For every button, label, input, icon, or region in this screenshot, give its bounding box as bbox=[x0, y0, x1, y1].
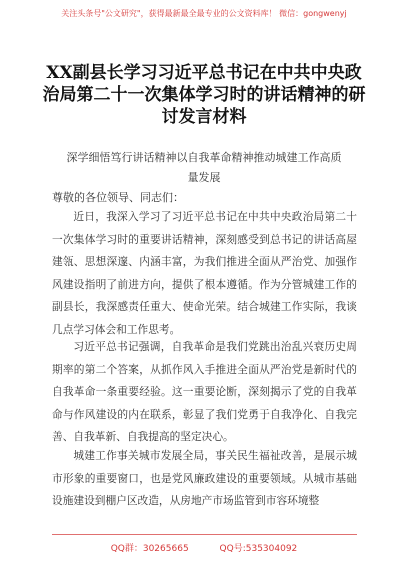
paragraph-1: 近日，我深入学习了习近平总书记在中共中央政治局第二十一次集体学习时的重要讲话精神，深刻感受到总书记的讲话高屋建瓴、思想深邃、内涵丰富，为我们推进全面从严治党、加强作风建设指明了前进方向，提供了根本遵循。作为分管城建工作的副县长，我深感责任重大、使命光荣。结合城建工作实际，我谈几点学习体会和工作思考。 bbox=[52, 210, 357, 336]
footer-qq-number: QQ号:535304092 bbox=[219, 544, 298, 554]
header-banner: 关注头条号"公文研究"，获得最新最全最专业的公文资料库！ 微信：gongwenyj bbox=[61, 9, 347, 18]
document-subtitle: 深学细悟笃行讲话精神以自我革命精神推动城建工作高质量发展 bbox=[66, 151, 342, 184]
paragraph-2: 习近平总书记强调，自我革命是我们党跳出治乱兴衰历史周期率的第二个答案，从抓作风入手推进全面从严治党是新时代的自我革命一条重要经验。这一重要论断，深刻揭示了党的自我革命与作风建设的内在联系，彰显了我们党勇于自我净化、自我完善、自我革新、自我提高的坚定决心。 bbox=[52, 340, 357, 443]
document-title: XX副县长学习习近平总书记在中共中央政治局第二十一次集体学习时的讲话精神的研讨发言材料 bbox=[42, 63, 366, 127]
footer bbox=[0, 541, 408, 554]
footer-divider bbox=[52, 534, 357, 535]
paragraph-3: 城建工作事关城市发展全局，事关民生福祉改善，是展示城市形象的重要窗口，也是党风廉政建设的重要领域。从城市基础设施建设到棚户区改造，从房地产市场监管到市容环境整 bbox=[52, 449, 357, 507]
greeting: 尊敬的各位领导、同志们： bbox=[52, 191, 184, 204]
footer-qq-group: QQ群：30265665 bbox=[110, 544, 189, 554]
